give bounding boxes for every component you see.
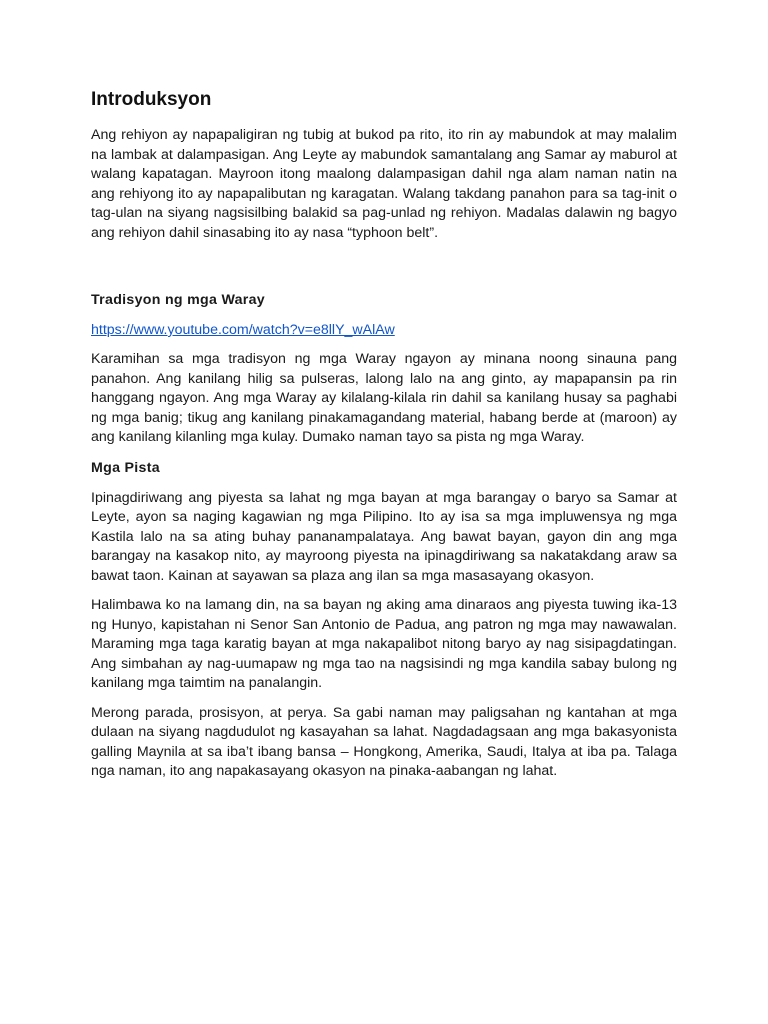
pista-paragraph-1: Ipinagdiriwang ang piyesta sa lahat ng mga bayan at mga barangay o baryo sa Samar at Leyte, ayon sa naging kagawian ng mga Pilipino. Ito ay isa sa mga impluwensya ng mga Kastila lalo na sa ating buhay pananampalataya. Ang bawat bayan, gayon din ang mga barangay na kasakop nito, ay mayroong piyesta na ipinagdiriwang sa nakatakdang araw sa bawat taon. Kainan at sayawan sa plaza ang ilan sa mga masasayang okasyon. <box>91 489 677 584</box>
pista-heading: Mga Pista <box>91 459 160 476</box>
section-spacer <box>91 262 677 291</box>
tradisyon-paragraph: Karamihan sa mga tradisyon ng mga Waray ngayon ay minana noong sinauna pang panahon. Ang kanilang hilig sa pulseras, lalong lalo na ang ginto, ay mapapansin pa rin hanggang ngayon. Ang mga Waray ay kilalang-kilala rin dahil sa kanilang husay sa paghabi ng mga banig; tikug ang kanilang pinakamagandang material, habang berde at (maroon) ay ang kanilang kilanling mga kulay. Dumako naman tayo sa pista ng mga Waray. <box>91 351 677 445</box>
youtube-link[interactable]: https://www.youtube.com/watch?v=e8llY_wAlAw <box>91 322 395 338</box>
intro-heading: Introduksyon <box>91 89 212 110</box>
document-page <box>91 88 677 792</box>
tradisyon-heading: Tradisyon ng mga Waray <box>91 292 266 308</box>
pista-paragraph-2: Halimbawa ko na lamang din, na sa bayan ng aking ama dinaraos ang piyesta tuwing ika-13 ng Hunyo, kapistahan ni Senor San Antonio de Padua, ang patron ng mga may nawawalan. Maraming mga taga karatig bayan at mga nakapalibot nitong baryo ay nag sisipagdatingan. Ang simbahan ay nag-uumapaw ng mga tao na nagsisindi ng mga kandila sabay bulong ng kanilang mga taimtim na panalangin. <box>91 597 677 691</box>
intro-paragraph: Ang rehiyon ay napapaligiran ng tubig at bukod pa rito, ito rin ay mabundok at may malalim na lambak at dalampasigan. Ang Leyte ay mabundok samantalang ang Samar ay maburol at walang kapatagan. Mayroon itong maalong dalampasigan dahil nga alam naman natin na ang rehiyong ito ay napapalibutan ng karagatan. Walang takdang panahon para sa tag-init o tag-ulan na siyang nagsisilbing balakid sa pag-unlad ng rehiyon. Madalas dalawin ng bagyo ang rehiyon dahil sinasabing ito ay nasa “typhoon belt”. <box>91 127 677 241</box>
pista-paragraph-3: Merong parada, prosisyon, at perya. Sa gabi naman may paligsahan ng kantahan at mga dulaan na siyang nagdudulot ng kasayahan sa lahat. Nagdadagsaan ang mga bakasyonista galling Maynila at sa iba’t ibang bansa – Hongkong, Amerika, Saudi, Italya at iba pa. Talaga nga naman, ito ang napakasayang okasyon na pinaka-aabangan ng lahat. <box>91 704 677 779</box>
